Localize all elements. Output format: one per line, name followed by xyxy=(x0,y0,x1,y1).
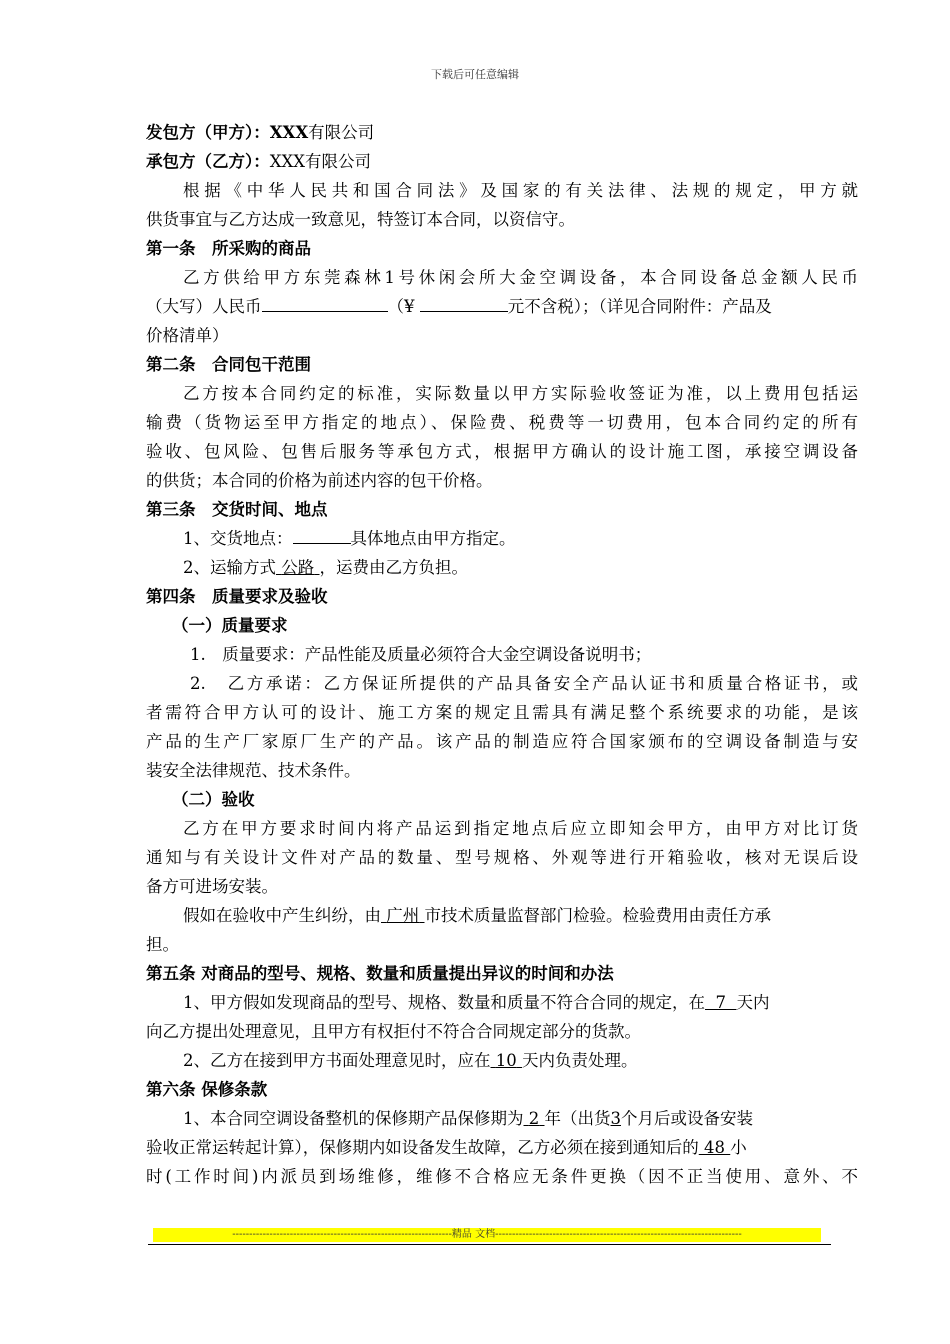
amount-yen-blank xyxy=(420,294,508,312)
paragraph-line: 时(工作时间)内派员到场维修，维修不合格应无条件更换（因不正当使用、意外、不 xyxy=(146,1167,858,1186)
paragraph-line: 担。 xyxy=(146,935,179,954)
response-line xyxy=(146,1133,858,1162)
party-b-name: XXX有限公司 xyxy=(269,152,371,171)
paragraph-line: 通知与有关设计文件对产品的数量、型号规格、外观等进行开箱验收，核对无误后设 xyxy=(146,848,858,867)
paragraph-line: 根据《中华人民共和国合同法》及国家的有关法律、法规的规定，甲方就 xyxy=(183,181,858,200)
handling-days: 10 xyxy=(495,1051,517,1070)
objection-days: 7 xyxy=(715,993,726,1012)
objection-rest: 天内 xyxy=(736,993,770,1012)
dispute-label: 假如在验收中产生纠纷，由 xyxy=(183,906,381,925)
warranty-rest: 个月后或设备安装 xyxy=(621,1109,753,1128)
article-heading: 第四条 质量要求及验收 xyxy=(146,587,328,606)
delivery-place-rest: 具体地点由甲方指定。 xyxy=(350,529,516,548)
party-b-label: 承包方（乙方）： xyxy=(146,152,270,171)
party-a-line xyxy=(146,118,858,147)
paragraph-line: 价格清单） xyxy=(146,326,229,345)
warranty-label: 1、本合同空调设备整机的保修期产品保修期为 xyxy=(183,1109,524,1128)
numbered-item: 2. 乙方承诺：乙方保证所提供的产品具备安全产品认证书和质量合格证书，或 xyxy=(190,674,858,693)
paragraph-line: 向乙方提出处理意见，且甲方有权拒付不符合合同规定部分的货款。 xyxy=(146,1022,641,1041)
footer-band: -----------------------------------------------------------------精品 文档------------------------------------------------------------------------- xyxy=(153,1228,821,1242)
transport-rest: ，运费由乙方负担。 xyxy=(319,558,468,577)
amount-yen-label: （¥ xyxy=(387,297,415,316)
section-heading: （一）质量要求 xyxy=(172,616,288,635)
article-heading: 第一条 所采购的商品 xyxy=(146,239,311,258)
handling-label: 2、乙方在接到甲方书面处理意见时，应在 xyxy=(183,1051,491,1070)
objection-line xyxy=(146,988,858,1017)
warranty-months: 3 xyxy=(610,1109,621,1128)
article-heading: 第二条 合同包干范围 xyxy=(146,355,311,374)
paragraph-line: 者需符合甲方认可的设计、施工方案的规定且需具有满足整个系统要求的功能，是该 xyxy=(146,703,858,722)
paragraph-line: 乙方供给甲方东莞森林1号休闲会所大金空调设备，本合同设备总金额人民币 xyxy=(183,268,858,287)
numbered-item: 1. 质量要求：产品性能及质量必须符合大金空调设备说明书； xyxy=(190,645,652,664)
dispute-rest: 市技术质量监督部门检验。检验费用由责任方承 xyxy=(424,906,771,925)
paragraph-line: 输费（货物运至甲方指定的地点）、保险费、税费等一切费用，包本合同约定的所有 xyxy=(146,413,858,432)
section-heading: （二）验收 xyxy=(172,790,255,809)
paragraph-line: 装安全法律规范、技术条件。 xyxy=(146,761,361,780)
warranty-years: 2 xyxy=(528,1109,540,1128)
paragraph-line: 的供货；本合同的价格为前述内容的包干价格。 xyxy=(146,471,493,490)
delivery-place-label: 1、交货地点： xyxy=(183,529,293,548)
footer-divider xyxy=(148,1244,831,1245)
paragraph-line: 乙方在甲方要求时间内将产品运到指定地点后应立即知会甲方，由甲方对比订货 xyxy=(183,819,858,838)
response-hours: 48 xyxy=(704,1138,725,1157)
warranty-line xyxy=(146,1104,858,1133)
article-heading: 第五条 对商品的型号、规格、数量和质量提出异议的时间和办法 xyxy=(146,964,614,983)
transport-label: 2、运输方式 xyxy=(183,558,276,577)
handling-rest: 天内负责处理。 xyxy=(522,1051,638,1070)
handling-line xyxy=(146,1046,858,1075)
paragraph-line: 备方可进场安装。 xyxy=(146,877,278,896)
transport-line xyxy=(146,553,858,582)
response-label: 验收正常运转起计算），保修期内如设备发生故障，乙方必须在接到通知后的 xyxy=(146,1138,699,1157)
article-heading: 第三条 交货时间、地点 xyxy=(146,500,328,519)
party-a-label: 发包方（甲方）：XXX xyxy=(146,123,309,142)
objection-label: 1、甲方假如发现商品的型号、规格、数量和质量不符合合同的规定，在 xyxy=(183,993,705,1012)
amount-line xyxy=(146,292,858,321)
warranty-mid: 年（出货 xyxy=(544,1109,611,1128)
paragraph-line: 乙方按本合同约定的标准，实际数量以甲方实际验收签证为准，以上费用包括运 xyxy=(183,384,858,403)
page-header: 下载后可任意编辑 xyxy=(431,68,519,81)
delivery-place-line xyxy=(146,524,858,553)
dispute-city: 广州 xyxy=(386,906,420,925)
amount-blank xyxy=(262,294,388,312)
article-heading: 第六条 保修条款 xyxy=(146,1080,268,1099)
amount-label: （大写）人民币 xyxy=(146,297,262,316)
amount-rest: 元不含税）；（详见合同附件：产品及 xyxy=(507,297,772,316)
party-b-line xyxy=(146,147,858,176)
party-a-name: 有限公司 xyxy=(308,123,375,142)
delivery-place-blank xyxy=(293,526,351,544)
contract-body xyxy=(146,118,858,1191)
paragraph-line: 供货事宜与乙方达成一致意见，特签订本合同，以资信守。 xyxy=(146,210,575,229)
response-rest: 小 xyxy=(730,1138,747,1157)
transport-value: 公路 xyxy=(281,558,315,577)
dispute-line xyxy=(146,901,858,930)
paragraph-line: 验收、包风险、包售后服务等承包方式，根据甲方确认的设计施工图，承接空调设备 xyxy=(146,442,858,461)
paragraph-line: 产品的生产厂家原厂生产的产品。该产品的制造应符合国家颁布的空调设备制造与安 xyxy=(146,732,858,751)
